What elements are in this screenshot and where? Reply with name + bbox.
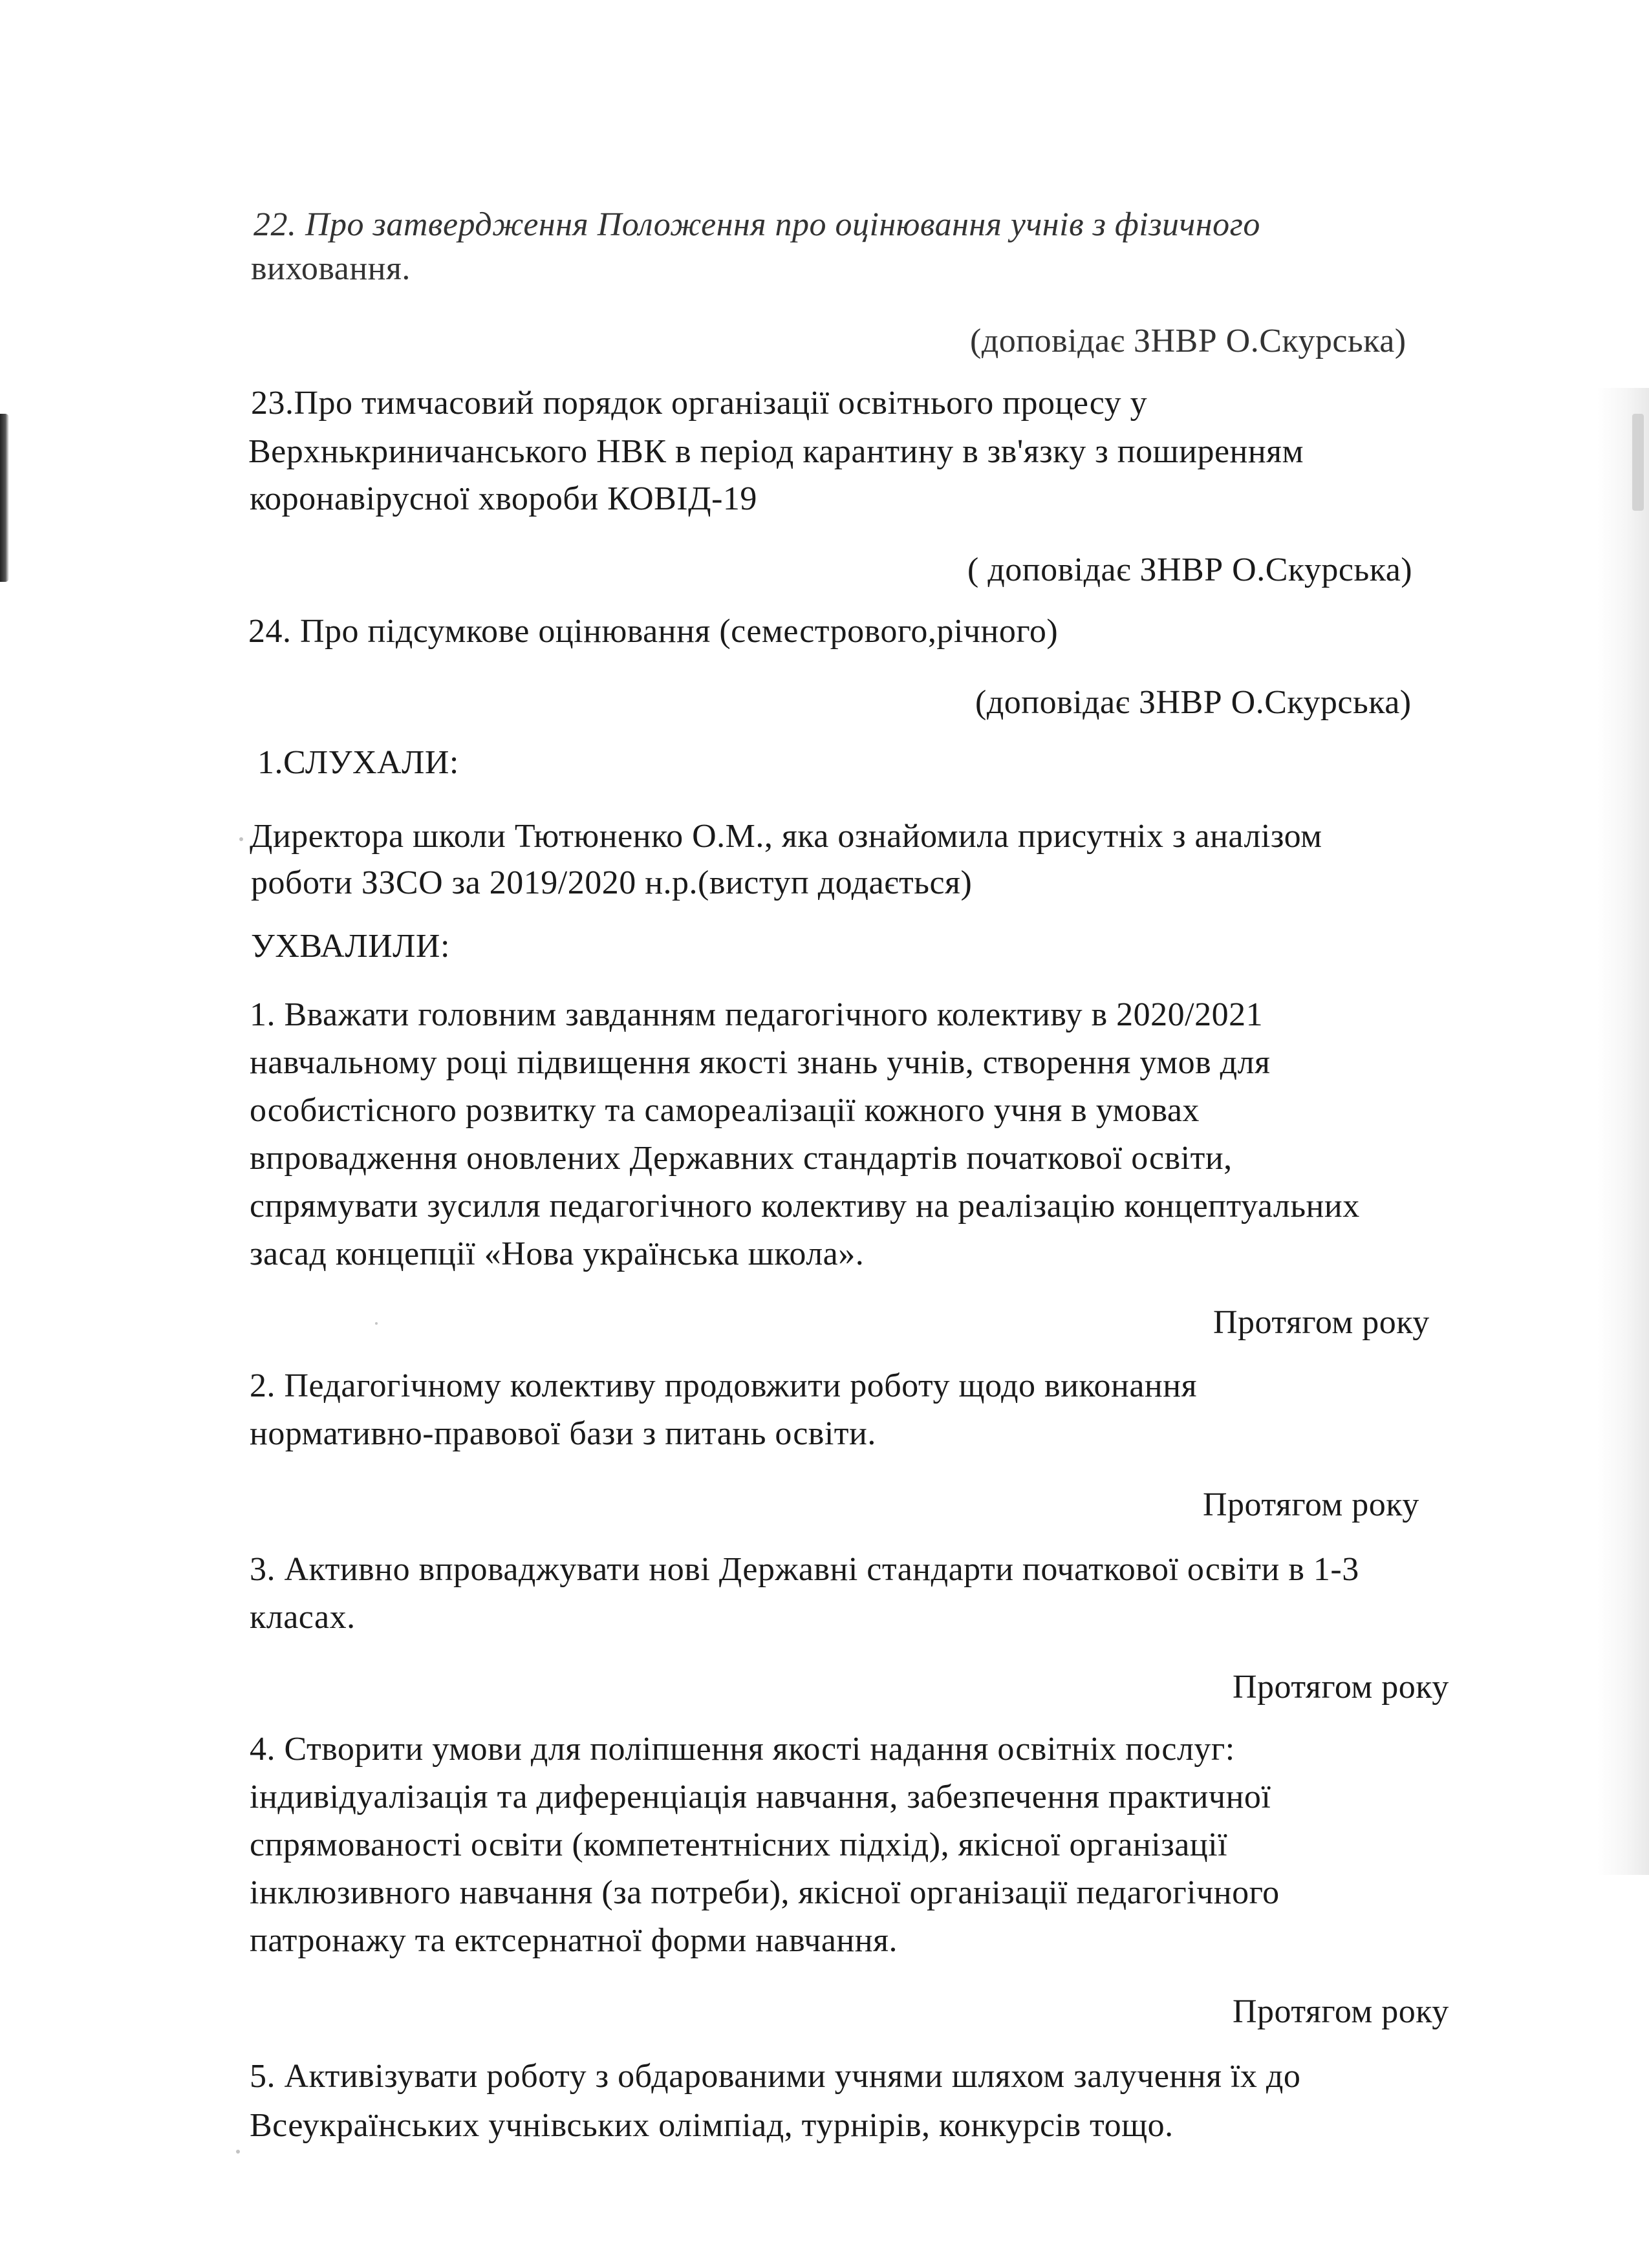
- scan-edge-shadow-left: [0, 414, 9, 582]
- heard-line1: Директора школи Тютюненко О.М., яка ознайомила присутніх з аналізом: [250, 818, 1322, 855]
- decision-4-line: інклюзивного навчання (за потреби), якісної організації педагогічного: [250, 1874, 1280, 1911]
- decision-3-term: Протягом року: [1233, 1669, 1449, 1706]
- scan-edge-shadow-right: [1597, 388, 1649, 1875]
- heard-heading: 1.СЛУХАЛИ:: [257, 744, 459, 781]
- agenda-item-22-line2: виховання.: [251, 250, 411, 287]
- scan-edge-mark: [1632, 414, 1644, 511]
- scan-speck: [239, 837, 243, 841]
- decision-5-line: Всеукраїнських учнівських олімпіад, турнірів, конкурсів тощо.: [250, 2107, 1174, 2144]
- decision-5-line: 5. Активізувати роботу з обдарованими учнями шляхом залучення їх до: [250, 2058, 1301, 2095]
- decision-2-line: нормативно-правової бази з питань освіти.: [250, 1415, 876, 1452]
- agenda-item-22-line1: 22. Про затвердження Положення про оцінювання учнів з фізичного: [253, 206, 1260, 243]
- decision-4-line: 4. Створити умови для поліпшення якості надання освітніх послуг:: [250, 1731, 1235, 1768]
- decision-3-line: 3. Активно впроваджувати нові Державні стандарти початкової освіти в 1-3: [250, 1551, 1359, 1588]
- decision-4-line: патронажу та ектсернатної форми навчання.: [250, 1922, 898, 1959]
- scan-speck: [375, 1322, 378, 1325]
- agenda-item-23-line1: 23.Про тимчасовий порядок організації освітнього процесу у: [251, 385, 1148, 422]
- decision-1-line: навчальному році підвищення якості знань учнів, створення умов для: [250, 1044, 1271, 1081]
- heard-line2: роботи ЗЗСО за 2019/2020 н.р.(виступ додається): [251, 864, 973, 901]
- agenda-item-22-speaker: (доповідає ЗНВР О.Скурська): [970, 323, 1406, 359]
- decision-4-line: спрямованості освіти (компетентнісних підхід), якісної організації: [250, 1826, 1228, 1863]
- decision-1-line: спрямувати зусилля педагогічного колективу на реалізацію концептуальних: [250, 1188, 1360, 1225]
- agenda-item-23-line2: Верхнькриничанського НВК в період карантину в зв'язку з поширенням: [248, 433, 1304, 470]
- decision-3-line: класах.: [250, 1599, 356, 1636]
- decision-1-line: 1. Вважати головним завданням педагогічного колективу в 2020/2021: [250, 996, 1264, 1033]
- decision-1-line: засад концепції «Нова українська школа».: [250, 1236, 865, 1272]
- decision-4-line: індивідуалізація та диференціація навчання, забезпечення практичної: [250, 1779, 1271, 1815]
- decision-2-line: 2. Педагогічному колективу продовжити роботу щодо виконання: [250, 1367, 1198, 1404]
- scan-speck: [236, 2150, 240, 2154]
- decision-1-line: особистісного розвитку та самореалізації кожного учня в умовах: [250, 1092, 1200, 1129]
- agenda-item-23-speaker: ( доповідає ЗНВР О.Скурська): [967, 551, 1413, 588]
- decided-heading: УХВАЛИЛИ:: [251, 928, 450, 965]
- agenda-item-24-line1: 24. Про підсумкове оцінювання (семестрового,річного): [248, 613, 1059, 650]
- decision-2-term: Протягом року: [1203, 1486, 1419, 1523]
- agenda-item-23-line3: коронавірусної хвороби КОВІД-19: [250, 480, 757, 517]
- decision-4-term: Протягом року: [1233, 1993, 1449, 2030]
- agenda-item-24-speaker: (доповідає ЗНВР О.Скурська): [975, 684, 1412, 721]
- decision-1-term: Протягом року: [1213, 1304, 1430, 1341]
- decision-1-line: впровадження оновлених Державних стандартів початкової освіти,: [250, 1140, 1233, 1177]
